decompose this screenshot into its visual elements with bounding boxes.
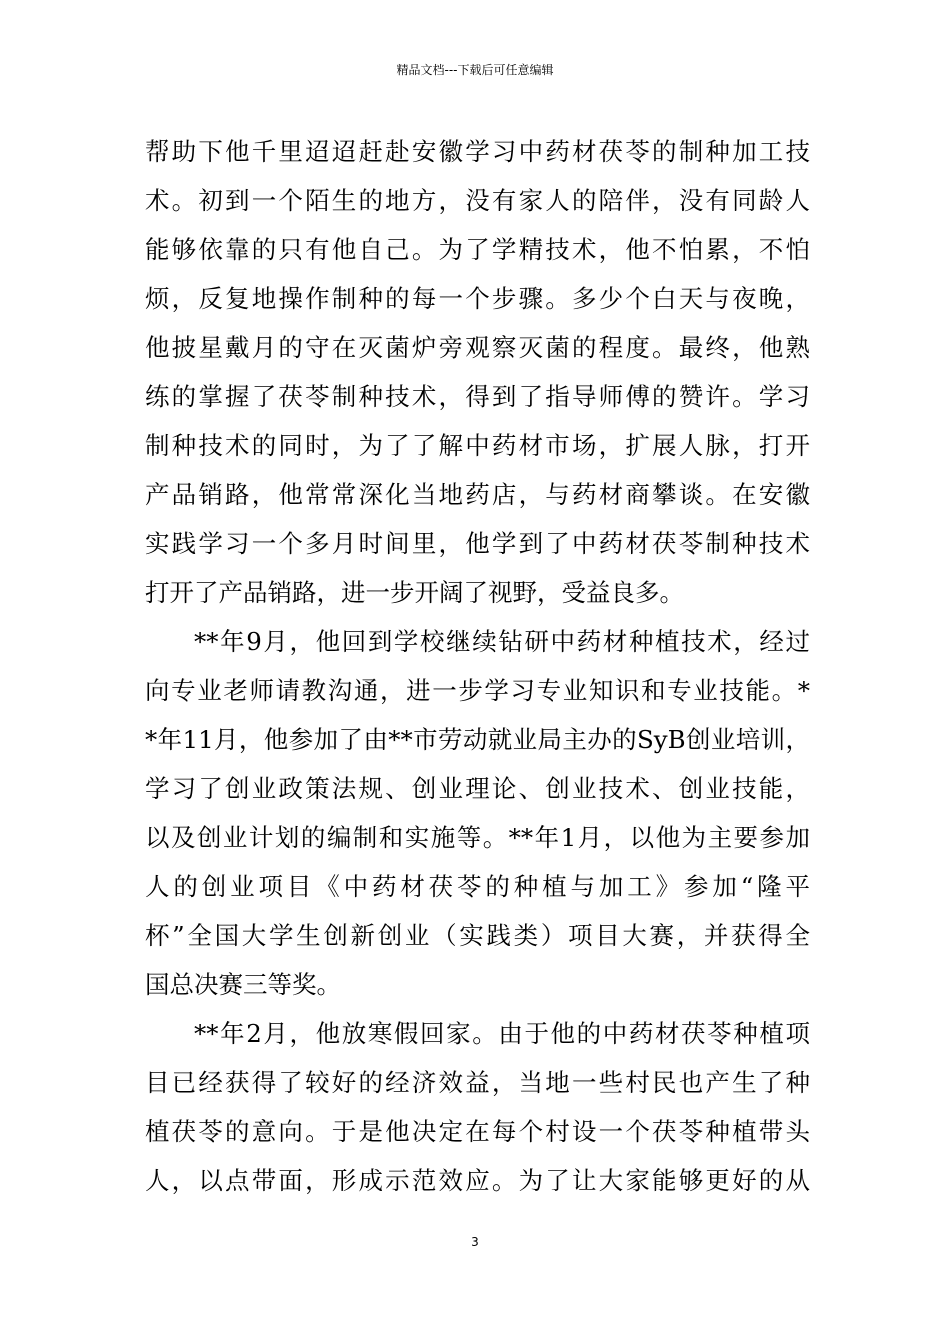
text-line: **年2月，他放寒假回家。由于他的中药材茯苓种植项 [194, 1019, 810, 1048]
text-line: 练的掌握了茯苓制种技术，得到了指导师傅的赞许。学习 [145, 382, 810, 411]
paragraph-2 [145, 617, 810, 1009]
page-header: 精品文档---下载后可任意编辑 [396, 63, 554, 77]
text-line: *年11月，他参加了由**市劳动就业局主办的SyB创业培训， [145, 725, 810, 754]
text-line: 以及创业计划的编制和实施等。**年1月，以他为主要参加 [145, 823, 810, 852]
text-line: **年9月，他回到学校继续钻研中药材种植技术，经过 [194, 627, 810, 656]
text-line: 目已经获得了较好的经济效益，当地一些村民也产生了种 [145, 1068, 810, 1097]
text-line: 国总决赛三等奖。 [145, 970, 341, 999]
text-line: 能够依靠的只有他自己。为了学精技术，他不怕累，不怕 [145, 235, 810, 264]
text-line: 人，以点带面，形成示范效应。为了让大家能够更好的从 [145, 1166, 810, 1195]
document-body [145, 127, 810, 1205]
text-line: 烦，反复地操作制种的每一个步骤。多少个白天与夜晚， [145, 284, 810, 313]
text-line: 杯”全国大学生创新创业（实践类）项目大赛，并获得全 [145, 921, 810, 950]
text-line: 术。初到一个陌生的地方，没有家人的陪伴，没有同龄人 [145, 186, 810, 215]
text-line: 他披星戴月的守在灭菌炉旁观察灭菌的程度。最终，他熟 [145, 333, 810, 362]
text-line: 帮助下他千里迢迢赶赴安徽学习中药材茯苓的制种加工技 [145, 137, 810, 166]
paragraph-1 [145, 127, 810, 617]
text-line: 人的创业项目《中药材茯苓的种植与加工》参加“隆平 [145, 872, 810, 901]
text-line: 制种技术的同时，为了了解中药材市场，扩展人脉，打开 [145, 431, 810, 460]
page-number: 3 [471, 1235, 479, 1249]
text-line: 植茯苓的意向。于是他决定在每个村设一个茯苓种植带头 [145, 1117, 810, 1146]
text-line: 打开了产品销路，进一步开阔了视野，受益良多。 [145, 578, 684, 607]
text-line: 产品销路，他常常深化当地药店，与药材商攀谈。在安徽 [145, 480, 810, 509]
text-line: 实践学习一个多月时间里，他学到了中药材茯苓制种技术 [145, 529, 810, 558]
text-line: 学习了创业政策法规、创业理论、创业技术、创业技能， [145, 774, 810, 803]
text-line: 向专业老师请教沟通，进一步学习专业知识和专业技能。* [145, 676, 810, 705]
paragraph-3 [145, 1009, 810, 1205]
